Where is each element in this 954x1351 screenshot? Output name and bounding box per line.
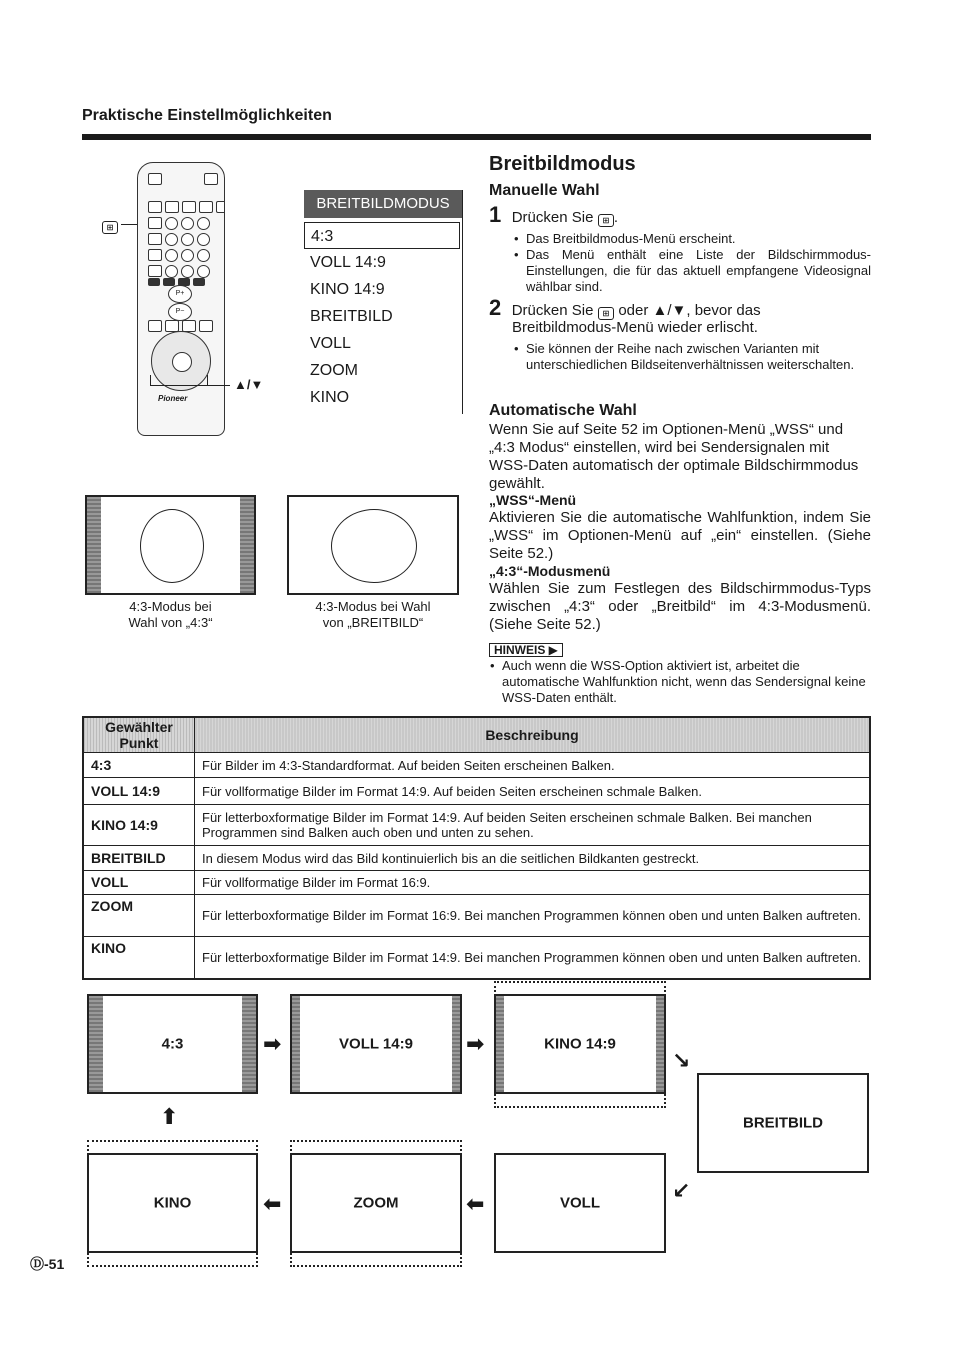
arrow-down-right-icon: ↘ xyxy=(672,1048,691,1073)
flow-box-voll-14-9: VOLL 14:9 xyxy=(290,994,462,1094)
arrow-left-icon: ⬅ xyxy=(263,1191,282,1216)
arrow-down-left-icon: ↙ xyxy=(672,1178,691,1203)
example-screen-breitbild xyxy=(287,495,459,595)
menu-item-voll-14-9[interactable]: VOLL 14:9 xyxy=(310,254,386,271)
wss-title: „WSS“-Menü xyxy=(489,492,577,508)
step-2-bullets xyxy=(526,341,871,373)
table-row: ZOOM Für letterboxformatige Bilder im Format 16:9. Bei manchen Programmen können oben und unten Balken auftreten. xyxy=(83,895,870,937)
flow-box-breitbild: BREITBILD xyxy=(697,1073,869,1173)
table-row: KINO 14:9 Für letterboxformatige Bilder im Format 14:9. Auf beiden Seiten erscheinen schmale Balken. Bei manchen Programmen sind Balken auch oben und unten zu sehen. xyxy=(83,805,870,846)
menu-item-4-3[interactable]: 4:3 xyxy=(304,222,460,249)
arrow-right-icon: ➡ xyxy=(263,1031,282,1056)
up-down-arrow-label: ▲/▼ xyxy=(234,377,264,392)
language-mark: Ⓓ xyxy=(30,1256,44,1272)
flow-box-voll: VOLL xyxy=(494,1153,666,1253)
table-header-row xyxy=(83,717,870,753)
step-2-text-c: Breitbildmodus-Menü wieder erlischt. xyxy=(512,319,758,336)
menu-list xyxy=(304,222,460,411)
table-header-desc: Beschreibung xyxy=(195,717,871,753)
table-row: 4:3 Für Bilder im 4:3-Standardformat. Auf beiden Seiten erscheinen Balken. xyxy=(83,753,870,778)
example-caption-4-3: 4:3-Modus bei Wahl von „4:3“ xyxy=(128,599,213,630)
note-arrow-icon: ▶ xyxy=(545,643,558,657)
step-2-text-b: oder ▲/▼, bevor das xyxy=(618,302,761,319)
section-title: Breitbildmodus xyxy=(489,153,636,175)
step-1: 1 Drücken Sie ⊞ . xyxy=(489,202,619,227)
step-1-number: 1 xyxy=(489,202,502,227)
arrow-left-icon: ⬅ xyxy=(466,1191,485,1216)
arrow-right-icon: ➡ xyxy=(466,1031,485,1056)
bullet-item: • Das Menü enthält eine Liste der Bildschirmmodus-Einstellungen, die für das aktuell empfangene Videosignal wählbar sind. xyxy=(526,247,871,295)
step-2-number: 2 xyxy=(489,295,502,320)
menu-item-breitbild[interactable]: BREITBILD xyxy=(310,308,393,325)
example-screen-4-3 xyxy=(85,495,256,595)
table-row: VOLL Für vollformatige Bilder im Format 16:9. xyxy=(83,871,870,895)
step-1-text: Drücken Sie xyxy=(511,209,594,226)
header-rule xyxy=(82,134,871,140)
bullet-item: • Das Breitbildmodus-Menü erscheint. xyxy=(526,231,871,247)
menu-item-kino-14-9[interactable]: KINO 14:9 xyxy=(310,281,385,298)
p-minus-button: P− xyxy=(168,303,192,321)
wide-mode-icon: ⊞ xyxy=(598,214,614,227)
step-2 xyxy=(489,295,871,321)
mode-menu-title: „4:3“-Modusmenü xyxy=(489,563,611,579)
manual-title: Manuelle Wahl xyxy=(489,182,600,199)
menu-item-kino[interactable]: KINO xyxy=(310,389,350,406)
step-2-text-a: Drücken Sie xyxy=(511,302,594,319)
flow-box-zoom: ZOOM xyxy=(290,1153,462,1253)
remote-control xyxy=(137,162,225,436)
auto-title: Automatische Wahl xyxy=(489,402,637,419)
flow-box-4-3: 4:3 xyxy=(87,994,258,1094)
menu-item-voll[interactable]: VOLL xyxy=(310,335,351,352)
flow-box-kino: KINO xyxy=(87,1153,258,1253)
table-header-item: Gewählter Punkt xyxy=(83,717,195,753)
mode-table xyxy=(82,716,871,980)
wide-mode-icon: ⊞ xyxy=(102,221,118,234)
mode-menu-text: Wählen Sie zum Festlegen des Bildschirmmodus-Typs zwischen „4:3“ oder „Breitbild“ im 4:3-Modusmenü. (Siehe Seite 52.) xyxy=(489,580,871,633)
note-label: HINWEIS ▶ xyxy=(489,643,563,657)
table-row: BREITBILD In diesem Modus wird das Bild kontinuierlich bis an die seitlichen Bildkanten gestreckt. xyxy=(83,846,870,871)
table-row: VOLL 14:9 Für vollformatige Bilder im Format 14:9. Auf beiden Seiten erscheinen schmale Balken. xyxy=(83,778,870,805)
example-caption-breitbild: 4:3-Modus bei Wahl von „BREITBILD“ xyxy=(315,599,431,630)
table-row: KINO Für letterboxformatige Bilder im Format 14:9. Bei manchen Programmen können oben und unten Balken auftreten. xyxy=(83,937,870,979)
note-text: • Auch wenn die WSS-Option aktiviert ist, arbeitet die automatische Wahlfunktion nicht, wenn das Sendersignal keine WSS-Daten enthält. xyxy=(502,658,871,706)
flow-box-kino-14-9: KINO 14:9 xyxy=(494,994,666,1094)
wide-mode-icon: ⊞ xyxy=(598,307,614,320)
brand-logo: Pioneer xyxy=(158,394,188,403)
auto-text: Wenn Sie auf Seite 52 im Optionen-Menü „WSS“ und „4:3 Modus“ einstellen, wird bei Sendersignalen mit WSS-Daten automatisch der optimale Bildschirmmodus gewählt. xyxy=(489,421,859,492)
menu-item-zoom[interactable]: ZOOM xyxy=(310,362,358,379)
step-1-bullets xyxy=(526,231,871,295)
p-plus-button: P+ xyxy=(168,285,192,303)
page-number: Ⓓ-51 xyxy=(30,1256,65,1272)
menu-title: BREITBILDMODUS xyxy=(304,190,462,218)
bullet-item: • Sie können der Reihe nach zwischen Varianten mit unterschiedlichen Bildseitenverhältnissen weiterschalten. xyxy=(526,341,871,373)
wss-text: Aktivieren Sie die automatische Wahlfunktion, indem Sie „WSS“ im Optionen-Menü auf „ein“ einstellen. (Siehe Seite 52.) xyxy=(489,509,871,562)
page-header: Praktische Einstellmöglichkeiten xyxy=(82,107,332,124)
arrow-up-icon: ⬆ xyxy=(160,1104,179,1129)
